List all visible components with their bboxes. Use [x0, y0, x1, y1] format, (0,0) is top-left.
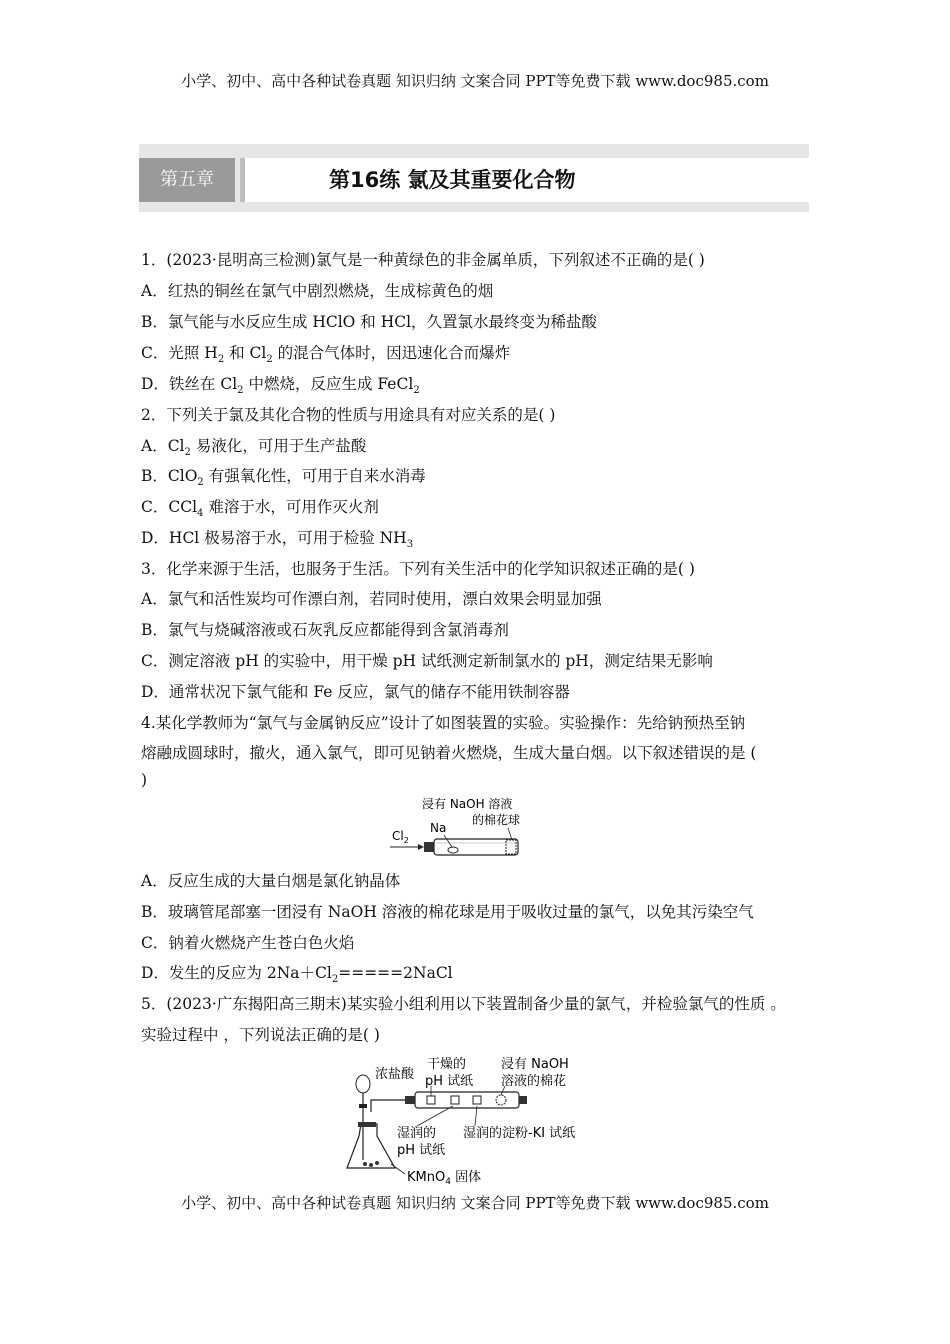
q1-option-b: B．氯气能与水反应生成 HClO 和 HCl，久置氯水最终变为稀盐酸 [141, 313, 598, 331]
fig4-label-naoh: 浸有 NaOH 溶液 [422, 797, 513, 811]
fig5-wet-ph-paper [451, 1096, 459, 1104]
q4-option-d: D．发生的反应为 $2Na+Cl_2=====2NaCl$ [141, 964, 453, 986]
q1-option-d: D．铁丝在 $Cl_2$ 中燃烧，反应生成 FeCl$_2$ [141, 375, 420, 397]
q4-stem-line2: 熔融成圆球时，撤火，通入氯气，即可见钠着火燃烧，生成大量白烟。以下叙述错误的是 ( [141, 744, 757, 762]
fig4-label-cotton: 的棉花球 [472, 813, 521, 827]
fig5-label-kmno4: KMnO$_4$ 固体 [407, 1170, 482, 1186]
q2-stem: 2．下列关于氯及其化合物的性质与用途具有对应关系的是( ) [141, 406, 556, 424]
q5-stem-line2: 实验过程中 ，下列说法正确的是( ) [141, 1026, 380, 1044]
fig5-naoh-cotton [496, 1095, 506, 1105]
fig4-label-na: Na [430, 821, 447, 835]
q3-option-c: C．测定溶液 pH 的实验中，用干燥 pH 试纸测定新制氯水的 pH，测定结果无影响 [141, 652, 713, 670]
fig4-sodium [448, 847, 458, 853]
page-footer: 小学、初中、高中各种试卷真题 知识归纳 文案合同 PPT等免费下载 www.doc985.com [181, 1194, 769, 1212]
fig5-label-naoh2: 溶液的棉花 [501, 1074, 567, 1089]
fig4-stopper [424, 842, 434, 852]
q2-option-b: B．ClO$_2$ 有强氧化性，可用于自来水消毒 [141, 467, 426, 489]
page-title: 第16练 氯及其重要化合物 [329, 168, 576, 192]
fig4-cotton-ball [506, 840, 516, 854]
q3-option-d: D．通常状况下氯气能和 Fe 反应，氯气的储存不能用铁制容器 [141, 683, 570, 701]
fig5-conical-flask [347, 1124, 395, 1168]
fig5-label-wet2: pH 试纸 [397, 1143, 446, 1158]
fig4-label-cl2: $Cl_2$ [392, 829, 409, 845]
q4-option-c: C．钠着火燃烧产生苍白色火焰 [141, 934, 355, 952]
fig5-dropping-funnel [356, 1075, 370, 1093]
q4-option-b: B．玻璃管尾部塞一团浸有 NaOH 溶液的棉花球是用于吸收过量的氯气，以免其污染空气 [141, 903, 754, 921]
sodium-chlorine-apparatus-figure [388, 795, 568, 861]
fig5-label-naoh1: 浸有 NaOH [501, 1057, 569, 1072]
fig5-dry-ph-paper [427, 1096, 435, 1104]
q3-option-b: B．氯气与烧碱溶液或石灰乳反应都能得到含氯消毒剂 [141, 621, 509, 639]
fig5-label-dry1: 干燥的 [427, 1057, 467, 1072]
fig5-label-starch: 湿润的淀粉-KI 试纸 [463, 1126, 576, 1141]
fig5-delivery-tube [371, 1100, 405, 1112]
q2-option-d: D．HCl 极易溶于水，可用于检验 $NH_3$ [141, 529, 414, 551]
page-header: 小学、初中、高中各种试卷真题 知识归纳 文案合同 PPT等免费下载 www.doc985.com [181, 72, 769, 90]
q1-option-a: A．红热的铜丝在氯气中剧烈燃烧，生成棕黄色的烟 [141, 282, 494, 300]
chapter-banner [139, 144, 809, 212]
q4-stem-line1: 4.某化学教师为“氯气与金属钠反应”设计了如图装置的实验。实验操作：先给钠预热至钠 [141, 714, 746, 732]
q3-option-a: A．氯气和活性炭均可作漂白剂，若同时使用，漂白效果会明显加强 [141, 590, 602, 608]
q4-stem-line3: ) [141, 771, 148, 789]
q2-option-a: A．$Cl_2$ 易液化，可用于生产盐酸 [141, 437, 367, 459]
q4-option-a: A．反应生成的大量白烟是氯化钠晶体 [141, 872, 401, 890]
fig4-glass-tube [434, 839, 518, 855]
q3-stem: 3．化学来源于生活，也服务于生活。下列有关生活中的化学知识叙述正确的是( ) [141, 560, 695, 578]
q5-stem-line1: 5．(2023·广东揭阳高三期末)某实验小组利用以下装置制备少量的氯气，并检验氯气的性质 。 [141, 995, 786, 1013]
fig5-label-wet1: 湿润的 [397, 1126, 437, 1141]
q1-stem: 1．(2023·昆明高三检测)氯气是一种黄绿色的非金属单质，下列叙述不正确的是( ) [141, 251, 705, 269]
fig5-label-acid: 浓盐酸 [375, 1067, 415, 1082]
fig5-label-dry2: pH 试纸 [425, 1074, 474, 1089]
chlorine-preparation-apparatus-figure [345, 1050, 615, 1186]
chapter-label: 第五章 [139, 158, 235, 202]
q2-option-c: C．CCl$_4$ 难溶于水，可用作灭火剂 [141, 498, 379, 520]
q1-option-c: C．光照 $H_2$ 和 $Cl_2$ 的混合气体时，因迅速化合而爆炸 [141, 344, 511, 366]
fig5-starch-ki-paper [473, 1096, 481, 1104]
